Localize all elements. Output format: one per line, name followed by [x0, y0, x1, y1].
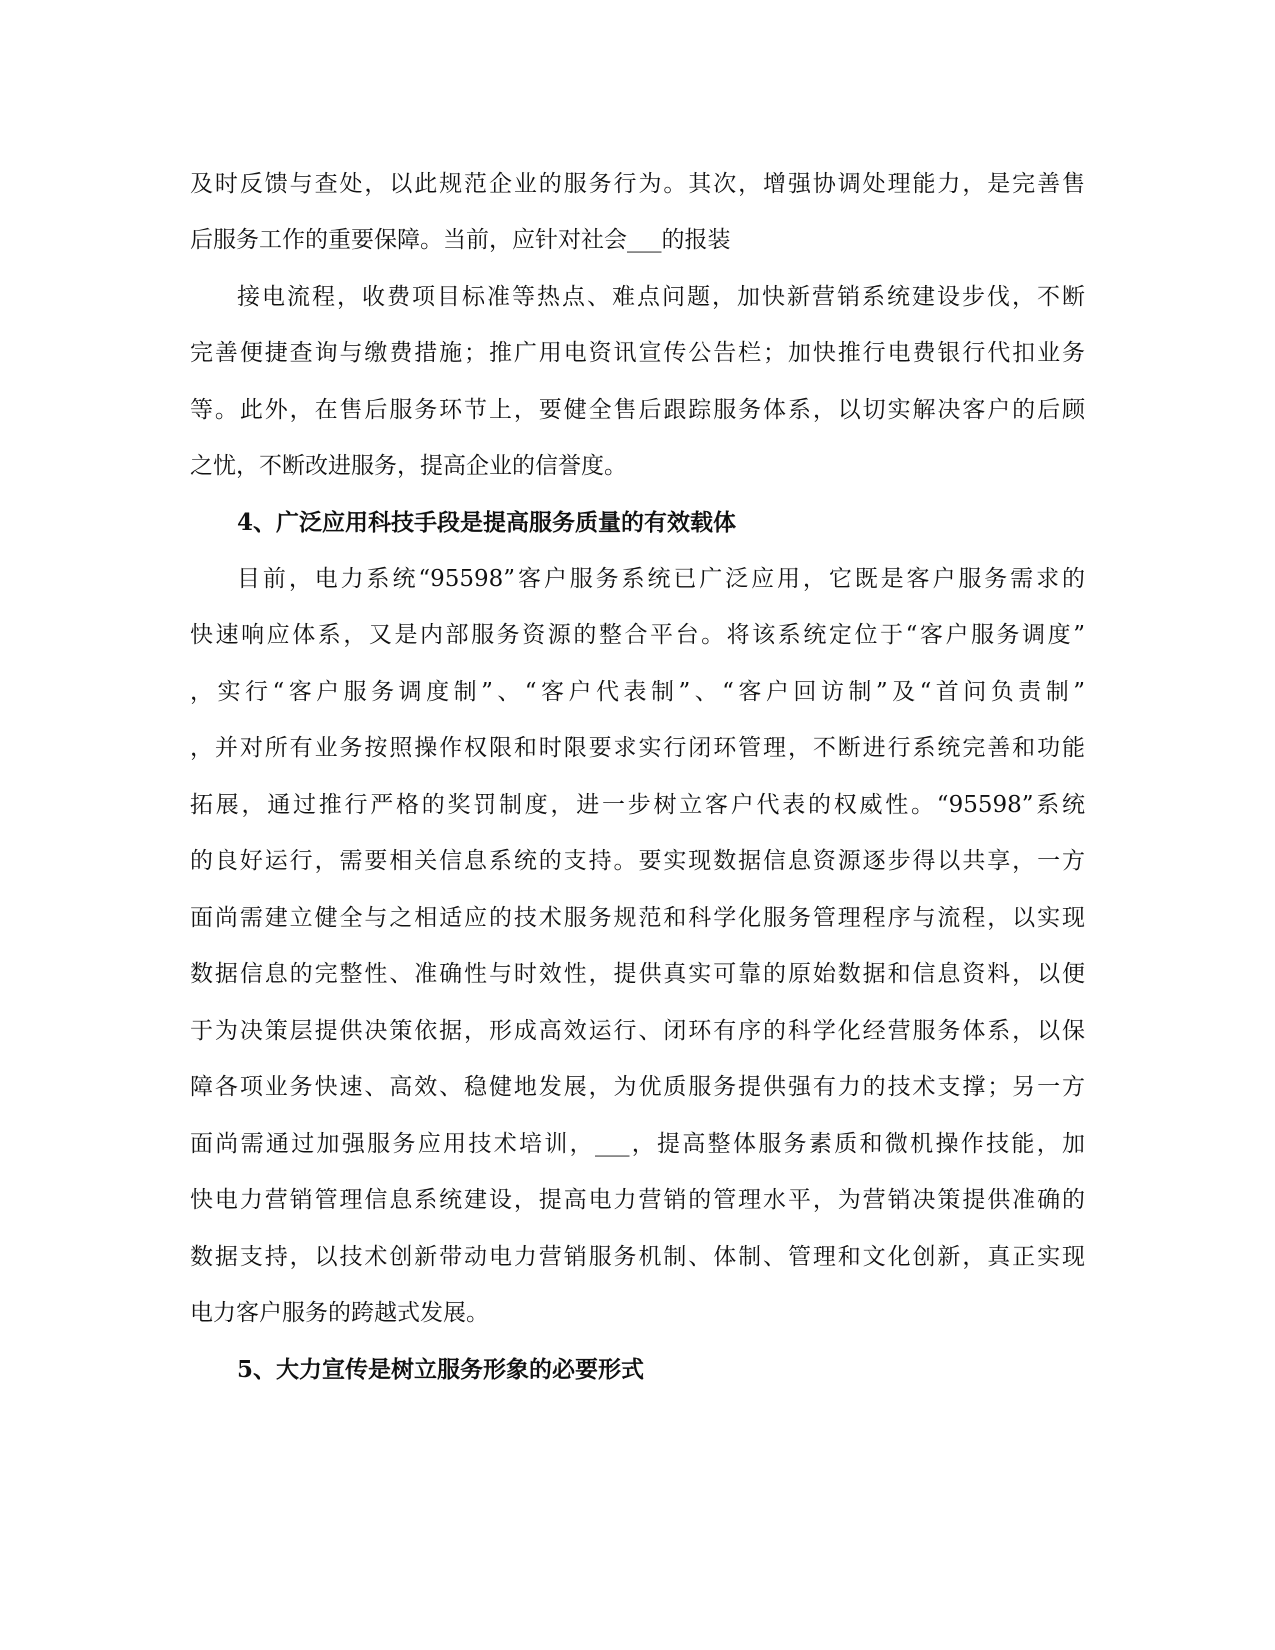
paragraph-line: 等。此外，在售后服务环节上，要健全售后跟踪服务体系，以切实解决客户的后顾 [190, 397, 1085, 423]
paragraph-line: 拓展，通过推行严格的奖罚制度，进一步树立客户代表的权威性。“95598”系统 [190, 792, 1085, 818]
paragraph-line: 面尚需建立健全与之相适应的技术服务规范和科学化服务管理程序与流程，以实现 [190, 905, 1085, 931]
paragraph-line: 之忧，不断改进服务，提高企业的信誉度。 [190, 453, 627, 479]
paragraph-line: 接电流程，收费项目标准等热点、难点问题，加快新营销系统建设步伐，不断 [237, 284, 1085, 310]
paragraph-line: 完善便捷查询与缴费措施；推广用电资讯宣传公告栏；加快推行电费银行代扣业务 [190, 340, 1085, 366]
paragraph-line: 障各项业务快速、高效、稳健地发展，为优质服务提供强有力的技术支撑；另一方 [190, 1074, 1085, 1100]
paragraph-line: 及时反馈与查处，以此规范企业的服务行为。其次，增强协调处理能力，是完善售 [190, 171, 1085, 197]
paragraph-line: ，并对所有业务按照操作权限和时限要求实行闭环管理，不断进行系统完善和功能 [190, 735, 1085, 761]
paragraph-line: 后服务工作的重要保障。当前，应针对社会___的报装 [190, 227, 731, 253]
paragraph-line: 快速响应体系，又是内部服务资源的整合平台。将该系统定位于“客户服务调度” [190, 622, 1085, 648]
paragraph-line: 电力客户服务的跨越式发展。 [190, 1300, 489, 1326]
paragraph-line: 的良好运行，需要相关信息系统的支持。要实现数据信息资源逐步得以共享，一方 [190, 848, 1085, 874]
paragraph-line: 数据支持，以技术创新带动电力营销服务机制、体制、管理和文化创新，真正实现 [190, 1244, 1085, 1270]
section-heading-4: 4、广泛应用科技手段是提高服务质量的有效载体 [237, 509, 737, 536]
paragraph-line: 目前，电力系统“95598”客户服务系统已广泛应用，它既是客户服务需求的 [237, 566, 1085, 592]
paragraph-line: 面尚需通过加强服务应用技术培训，___，提高整体服务素质和微机操作技能，加 [190, 1131, 1085, 1157]
paragraph-line: 于为决策层提供决策依据，形成高效运行、闭环有序的科学化经营服务体系，以保 [190, 1018, 1085, 1044]
section-heading-5: 5、大力宣传是树立服务形象的必要形式 [237, 1356, 645, 1383]
paragraph-line: 快电力营销管理信息系统建设，提高电力营销的管理水平，为营销决策提供准确的 [190, 1187, 1085, 1213]
paragraph-line: ，实行“客户服务调度制”、“客户代表制”、“客户回访制”及“首问负责制” [190, 679, 1085, 705]
paragraph-line: 数据信息的完整性、准确性与时效性，提供真实可靠的原始数据和信息资料，以便 [190, 961, 1085, 987]
